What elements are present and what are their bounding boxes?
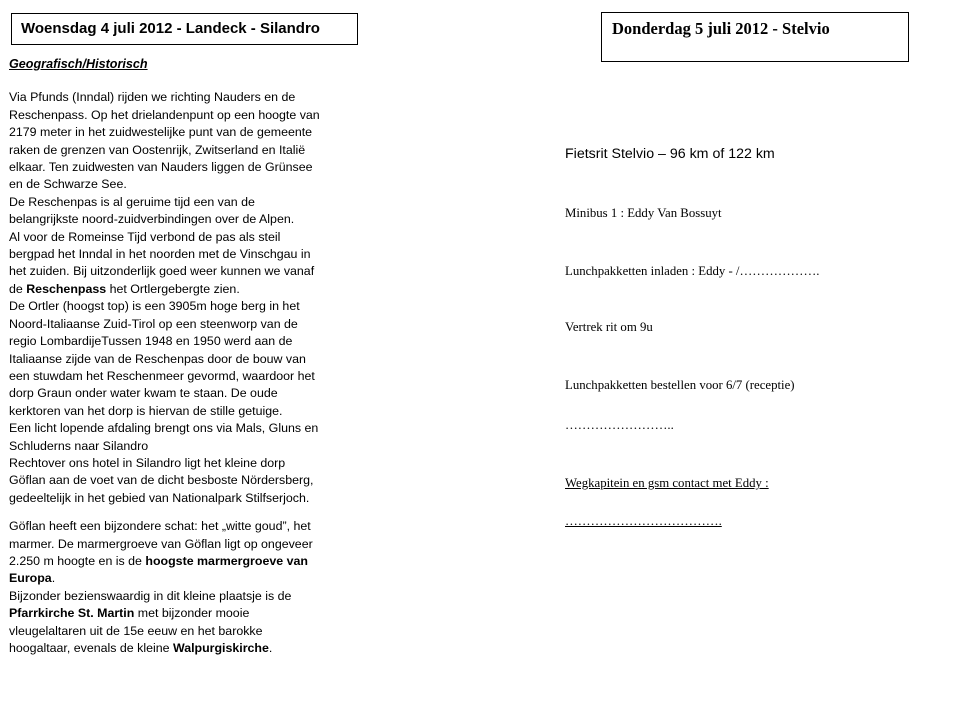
text-line: marmer. De marmergroeve van Göflan ligt op ongeveer bbox=[9, 536, 313, 551]
text-line: het zuiden. Bij uitzonderlijk goed weer kunnen we vanaf bbox=[9, 264, 315, 279]
text-line: Reschenpass. Op het drielandenpunt op een hoogte van bbox=[9, 107, 320, 122]
text-span: de bbox=[9, 281, 27, 296]
left-header-box bbox=[11, 13, 358, 45]
text-line bbox=[9, 281, 381, 298]
text-line: Een licht lopende afdaling brengt ons via Mals, Gluns en bbox=[9, 421, 319, 436]
text-line bbox=[9, 553, 381, 570]
text-line: regio LombardijeTussen 1948 en 1950 werd aan de bbox=[9, 334, 293, 349]
section-heading: Geografisch/Historisch bbox=[9, 57, 148, 71]
right-header-title: Donderdag 5 juli 2012 - Stelvio bbox=[612, 19, 830, 38]
bold-europa: Europa bbox=[9, 571, 52, 586]
minibus-line: Minibus 1 : Eddy Van Bossuyt bbox=[565, 206, 722, 220]
text-line: belangrijkste noord-zuidverbindingen over de Alpen. bbox=[9, 212, 295, 227]
lunch-load-line: Lunchpakketten inladen : Eddy - /………………. bbox=[565, 264, 820, 278]
paragraph-2 bbox=[9, 518, 381, 657]
bold-walpurgiskirche: Walpurgiskirche bbox=[172, 641, 269, 655]
text-line: De Ortler (hoogst top) is een 3905m hoge berg in het bbox=[9, 299, 300, 314]
ride-title: Fietsrit Stelvio – 96 km of 122 km bbox=[565, 146, 775, 162]
text-line: kerktoren van het dorp is hiervan de stille getuige. bbox=[9, 403, 283, 418]
text-line: Noord-Italiaanse Zuid-Tirol op een steenworp van de bbox=[9, 316, 298, 331]
bold-marmergroeve: hoogste marmergroeve van bbox=[145, 553, 308, 568]
text-line: Rechtover ons hotel in Silandro ligt het kleine dorp bbox=[9, 455, 286, 470]
paragraph-1 bbox=[9, 89, 381, 507]
lunch-order-line: Lunchpakketten bestellen voor 6/7 (receptie) bbox=[565, 378, 795, 392]
text-line: Italiaanse zijde van de Reschenpas door de bouw van bbox=[9, 351, 306, 366]
text-span: met bijzonder mooie bbox=[134, 606, 250, 621]
left-column bbox=[9, 56, 381, 657]
text-line bbox=[9, 570, 381, 587]
text-span: . bbox=[51, 571, 56, 586]
captains-dots: ………………………………. bbox=[565, 514, 722, 528]
bold-reschenpass: Reschenpass bbox=[26, 281, 107, 296]
text-line: Al voor de Romeinse Tijd verbond de pas als steil bbox=[9, 229, 281, 244]
paragraph-gap bbox=[9, 507, 381, 518]
text-span: . bbox=[268, 641, 273, 655]
left-header-title: Woensdag 4 juli 2012 - Landeck - Silandro bbox=[21, 20, 320, 37]
text-span: het Ortlergebergte zien. bbox=[106, 281, 240, 296]
text-span: 2.250 m hoogte en is de bbox=[9, 553, 146, 568]
bold-pfarrkirche: Pfarrkirche St. Martin bbox=[9, 606, 135, 621]
text-line: bergpad het Inndal in het noorden met de Vinschgau in bbox=[9, 247, 311, 262]
right-header-box bbox=[601, 12, 909, 62]
text-line: De Reschenpas is al geruime tijd een van de bbox=[9, 194, 255, 209]
text-line bbox=[9, 640, 381, 657]
text-line: 2179 meter in het zuidwestelijke punt van de gemeente bbox=[9, 125, 313, 140]
text-line: Göflan aan de voet van de dicht besboste Nördersberg, bbox=[9, 473, 314, 488]
text-line bbox=[9, 605, 381, 622]
text-line: raken de grenzen van Oostenrijk, Zwitserland en Italië bbox=[9, 142, 306, 157]
text-line: een stuwdam het Reschenmeer gevormd, waardoor het bbox=[9, 368, 315, 383]
text-line: dorp Graun onder water kwam te staan. De oude bbox=[9, 386, 278, 401]
captains-line: Wegkapitein en gsm contact met Eddy : bbox=[565, 476, 769, 490]
lunch-order-dots: …………………….. bbox=[565, 418, 674, 432]
text-line: Schluderns naar Silandro bbox=[9, 438, 149, 453]
text-line: elkaar. Ten zuidwesten van Nauders liggen de Grünsee bbox=[9, 160, 313, 175]
text-line: Via Pfunds (Inndal) rijden we richting Nauders en de bbox=[9, 90, 296, 105]
text-line: Bijzonder bezienswaardig in dit kleine plaatsje is de bbox=[9, 588, 292, 603]
text-line: vleugelaltaren uit de 15e eeuw en het barokke bbox=[9, 623, 263, 638]
text-line: Göflan heeft een bijzondere schat: het „witte goud”, het bbox=[9, 519, 311, 534]
departure-line: Vertrek rit om 9u bbox=[565, 320, 653, 334]
text-span: hoogaltaar, evenals de kleine bbox=[9, 641, 173, 655]
text-line: gedeeltelijk in het gebied van Nationalpark Stilfserjoch. bbox=[9, 490, 310, 505]
text-line: en de Schwarze See. bbox=[9, 177, 127, 192]
